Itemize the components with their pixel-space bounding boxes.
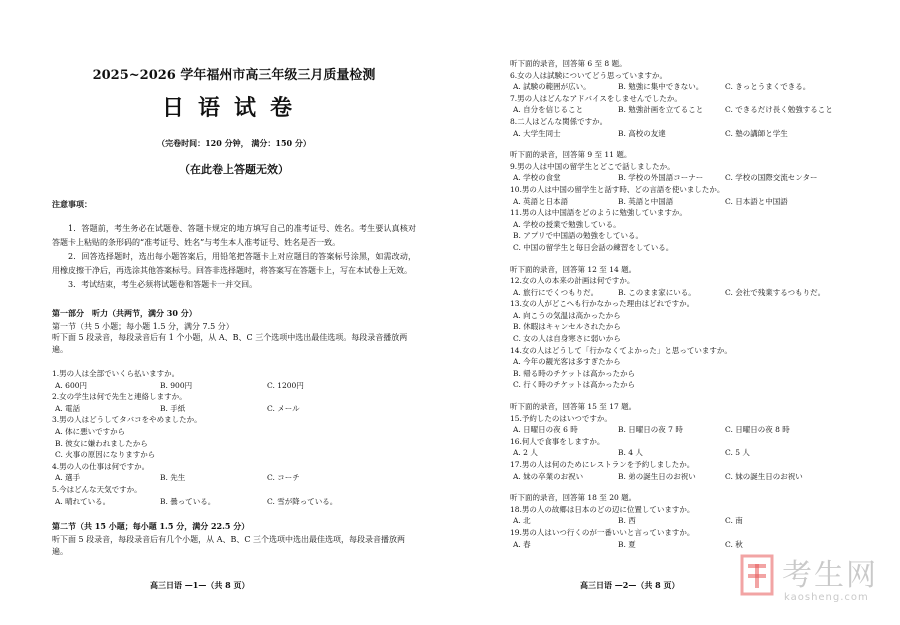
subject-title: 日语试卷 (161, 95, 306, 121)
option-c: C. 火事の原因になりますから (55, 450, 156, 460)
watermark-url: kaosheng.com (784, 592, 869, 603)
notes-heading: 注意事项： (52, 199, 92, 209)
question-text: 2.女の学生は何で先生と連絡しますか。 (52, 392, 187, 402)
page-footer: 高三日语 —2—（共 8 页） (580, 580, 680, 590)
option-a: A. 2 人 (513, 448, 538, 458)
group-heading: 听下面的录音，回答第 15 至 17 题。 (510, 402, 637, 412)
option-c: C. 学校の国際交流センター (725, 173, 818, 183)
option-a: A. 旅行にでくつもりだ。 (513, 287, 599, 297)
question-text: 8.二人はどんな関係ですか。 (510, 116, 608, 126)
group-heading: 听下面的录音，回答第 9 至 11 题。 (510, 150, 632, 160)
option-a: A. 試験の範囲が広い。 (513, 82, 591, 92)
option-b: B. 休暇はキャンセルされたから (513, 322, 621, 332)
options-row (510, 287, 876, 299)
exam-title: 2025~2026 学年福州市高三年级三月质量检测 (92, 68, 376, 83)
question-text: 18.男の人の故郷は日本のどの辺に位置していますか。 (510, 504, 695, 514)
options-row (510, 471, 876, 483)
option-c: C. メール (267, 403, 300, 413)
option-b: B. アプリで中国語の勉強をしている。 (513, 231, 643, 241)
question-text: 7.男の人はどんなアドバイスをしませんでしたか。 (510, 93, 682, 103)
option-a: A. 晴れている。 (55, 496, 111, 506)
option-a: A. 大学生同士 (513, 128, 561, 138)
option-a: A. 体に悪いですから (55, 426, 126, 436)
section1-heading: 第一节（共 5 小题；每小题 1.5 分，满分 7.5 分） (52, 322, 234, 331)
section2-instructions: 听下面 5 段录音，每段录音后有几个小题，从 A、B、C 三个选项中选出最佳选项，每段录音播放两遍。 (52, 535, 406, 557)
option-c: C. できるだけ長く勉強すること (725, 105, 833, 115)
option-c: C. 会社で残業するつもりだ。 (725, 287, 826, 297)
option-b: B. 彼女に嫌われましたから (55, 438, 148, 448)
options-row (510, 81, 876, 93)
page-footer: 高三日语 —1—（共 8 页） (150, 580, 250, 590)
section2-heading: 第二节（共 15 小题；每小题 1.5 分，满分 22.5 分） (52, 521, 250, 532)
note-2: 2．回答选择题时，选出每小题答案后，用铅笔把答题卡上对应题目的答案标号涂黑，如需改动，用橡皮擦干净后，再选涂其他答案标号。回答非选择题时，将答案写在答题卡上，写在本试卷上无效。 (52, 252, 416, 275)
option-c: C. 1200円 (267, 380, 304, 390)
option-b: B. 手紙 (160, 403, 186, 413)
options-row (510, 104, 876, 116)
group-heading: 听下面的录音，回答第 12 至 14 题。 (510, 264, 637, 274)
options-row (510, 515, 876, 527)
options-row (52, 403, 416, 415)
question-text: 12.女の人の本来の計画は何ですか。 (510, 276, 635, 286)
question-block (52, 368, 416, 391)
option-b: B. 曇っている。 (160, 496, 216, 506)
option-b: B. 4 人 (618, 448, 643, 458)
option-c: C. 妹の誕生日のお祝い (725, 471, 803, 481)
question-text: 6.女の人は試験についてどう思っていますか。 (510, 70, 668, 80)
question-text: 13.女の人がどこへも行かなかった理由はどれですか。 (510, 299, 695, 309)
option-a: A. 選手 (55, 473, 81, 483)
option-b: B. 学校の外国語コーナー (618, 173, 704, 183)
options-row (52, 472, 416, 484)
option-b: B. 900円 (160, 380, 193, 390)
part1-heading: 第一部分 听力（共两节，满分 30 分） (52, 308, 197, 318)
option-b: B. 勉強計画を立てること (618, 105, 704, 115)
option-c: C. コーチ (267, 473, 300, 483)
question-block (52, 391, 416, 414)
option-c: C. 雪が降っている。 (267, 496, 338, 506)
question-text: 10.男の人は中国の留学生と話す時、どの言語を使いましたか。 (510, 184, 725, 194)
option-b: B. このまま家にいる。 (618, 287, 696, 297)
question-block (52, 461, 416, 484)
options-row (510, 196, 876, 208)
question-text: 5.今はどんな天気ですか。 (52, 484, 142, 494)
option-a: A. 向こうの気温は高かったから (513, 310, 621, 320)
option-a: A. 電話 (55, 403, 81, 413)
invalid-notice: （在此卷上答题无效） (179, 163, 289, 176)
options-row (52, 380, 416, 392)
option-c: C. 5 人 (725, 448, 750, 458)
option-b: B. 西 (618, 516, 636, 526)
option-b: B. 帰る時のチケットは高かったから (513, 368, 636, 378)
options-row (510, 447, 876, 459)
exam-page-2 (450, 0, 900, 625)
option-c: C. 南 (725, 516, 743, 526)
option-c: C. 塾の講師と学生 (725, 128, 788, 138)
group-heading: 听下面的录音，回答第 18 至 20 题。 (510, 493, 637, 503)
option-c: C. 行く時のチケットは高かったから (513, 380, 636, 390)
question-text: 1.男の人は全部でいくら払いますか。 (52, 369, 180, 378)
question-text: 4.男の人の仕事は何ですか。 (52, 461, 150, 471)
options-row (52, 496, 416, 508)
option-c: C. 日曜日の夜 8 時 (725, 425, 790, 435)
option-a: A. 英語と日本語 (513, 196, 569, 206)
option-a: A. 春 (513, 539, 531, 549)
question-text: 14.女の人はどうして「行かなくてよかった」と思っていますか。 (510, 345, 732, 355)
option-a: A. 北 (513, 516, 531, 526)
question-text: 3.男の人はどうしてタバコをやめましたか。 (52, 415, 202, 425)
question-block (52, 414, 416, 460)
question-text: 16.何人で食事をしますか。 (510, 436, 605, 446)
options-row (510, 539, 876, 551)
option-c: C. 女の人は自身寒さに弱いから (513, 334, 621, 344)
question-text: 15.予約したのはいつですか。 (510, 413, 612, 423)
option-a: A. 日曜日の夜 6 時 (513, 425, 578, 435)
section1-instructions: 听下面 5 段录音，每段录音后有 1 个小题，从 A、B、C 三个选项中选出最佳选项。每段录音播放两遍。 (52, 333, 408, 354)
question-text: 17.男の人は何のためにレストランを予約しましたか。 (510, 460, 695, 469)
option-c: C. 中国の留学生と毎日会話の練習をしている。 (513, 242, 674, 252)
option-b: B. 勉強に集中できない。 (618, 82, 704, 92)
time-info: （完卷时间：120 分钟， 满分：150 分） (157, 138, 311, 148)
option-a: A. 自分を信じること (513, 105, 584, 115)
option-b: B. 日曜日の夜 7 時 (618, 425, 683, 435)
option-a: A. 600円 (55, 380, 87, 390)
option-b: B. 弟の誕生日のお祝い (618, 471, 696, 481)
option-a: A. 今年の観光客は多すぎたから (513, 357, 621, 367)
option-c: C. 日本語と中国語 (725, 196, 788, 206)
option-b: B. 先生 (160, 473, 186, 483)
option-c: C. きっとうまくできる。 (725, 82, 811, 92)
option-b: B. 高校の友達 (618, 128, 666, 138)
options-row (510, 424, 876, 436)
note-1: 1．答题前，考生务必在试题卷、答题卡规定的地方填写自己的准考证号、姓名。考生要认真核对答题卡上粘贴的条形码的“准考证号、姓名”与考生本人准考证号、姓名是否一致。 (52, 224, 416, 247)
option-a: A. 妹の卒業のお祝い (513, 471, 584, 481)
option-c: C. 秋 (725, 539, 743, 549)
question-text: 19.男の人はいつ行くのが一番いいと言っていますか。 (510, 527, 695, 537)
question-block (52, 484, 416, 507)
group-heading: 听下面的录音，回答第 6 至 8 题。 (510, 59, 627, 68)
options-row (510, 128, 876, 140)
question-text: 9.男の人は中国の留学生とどこで話しましたか。 (510, 161, 675, 171)
site-watermark (740, 552, 890, 612)
kaosheng-logo-icon (740, 552, 778, 598)
watermark-text: 考生网 (782, 558, 878, 593)
option-b: B. 夏 (618, 539, 636, 549)
note-3: 3．考试结束，考生必须将试题卷和答题卡一并交回。 (68, 280, 258, 289)
question-text: 11.男の人は中国語をどのように勉強していますか。 (510, 208, 687, 218)
option-a: A. 学校の授業で勉強している。 (513, 219, 621, 229)
option-b: B. 英語と中国語 (618, 196, 674, 206)
options-row (510, 172, 876, 184)
option-a: A. 学校の食堂 (513, 173, 561, 183)
